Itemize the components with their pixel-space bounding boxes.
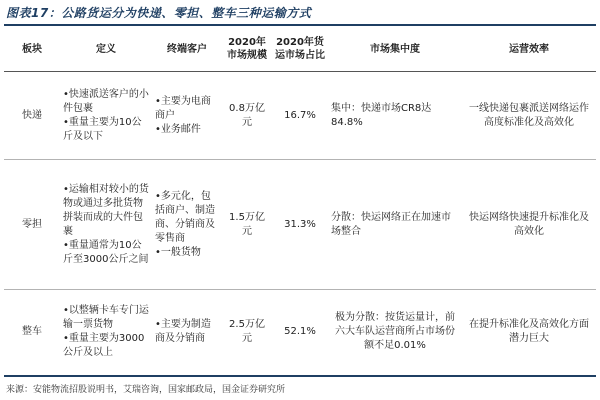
scale-cell: 2.5万亿元	[222, 290, 272, 376]
scale-cell: 0.8万亿元	[222, 72, 272, 160]
segment-cell: 零担	[4, 160, 60, 290]
freight-table	[4, 27, 596, 377]
efficiency-cell: 快运网络快速提升标准化及高效化	[462, 160, 596, 290]
customer-item: • 多元化，包括商户、制造商、分销商及零售商	[155, 190, 219, 246]
header-definition: 定义	[60, 27, 152, 72]
table-row	[4, 290, 596, 376]
customers-cell	[152, 72, 222, 160]
scale-cell: 1.5万亿元	[222, 160, 272, 290]
header-row	[4, 27, 596, 72]
segment-cell: 整车	[4, 290, 60, 376]
share-cell: 16.7%	[272, 72, 328, 160]
header-customers: 终端客户	[152, 27, 222, 72]
definition-item: • 运输相对较小的货物或通过多批货物拼装而成的大件包裹	[63, 183, 149, 239]
header-segment: 板块	[4, 27, 60, 72]
segment-cell: 快递	[4, 72, 60, 160]
source-note: 来源：安能物流招股说明书，艾瑞咨询，国家邮政局，国金证券研究所	[6, 385, 286, 395]
definition-item: • 重量主要为3000公斤及以上	[63, 332, 149, 360]
header-efficiency: 运营效率	[462, 27, 596, 72]
header-scale: 2020年市场规模	[222, 27, 272, 72]
efficiency-cell: 一线快递包裹派送网络运作高度标准化及高效化	[462, 72, 596, 160]
customer-item: • 主要为制造商及分销商	[155, 318, 219, 346]
customer-item: • 主要为电商商户	[155, 95, 219, 123]
concentration-cell: 分散：快运网络正在加速市场整合	[328, 160, 462, 290]
share-cell: 31.3%	[272, 160, 328, 290]
definition-cell	[60, 72, 152, 160]
customers-cell	[152, 290, 222, 376]
header-share: 2020年货运市场占比	[272, 27, 328, 72]
definition-cell	[60, 290, 152, 376]
definition-item: • 重量通常为10公斤至3000公斤之间	[63, 239, 149, 267]
figure-title: 图表17：公路货运分为快递、零担、整车三种运输方式	[6, 6, 312, 20]
customer-item: • 业务邮件	[155, 123, 219, 137]
table-row	[4, 72, 596, 160]
definition-item: • 以整辆卡车专门运输一票货物	[63, 304, 149, 332]
table-row	[4, 160, 596, 290]
definition-item: • 快速派送客户的小件包裹	[63, 88, 149, 116]
definition-cell	[60, 160, 152, 290]
concentration-cell: 集中：快递市场CR8达84.8%	[328, 72, 462, 160]
customer-item: • 一般货物	[155, 246, 219, 260]
top-rule	[4, 24, 596, 26]
concentration-cell: 极为分散：按货运量计，前六大车队运营商所占市场份额不足0.01%	[328, 290, 462, 376]
header-concentration: 市场集中度	[328, 27, 462, 72]
efficiency-cell: 在提升标准化及高效化方面潜力巨大	[462, 290, 596, 376]
share-cell: 52.1%	[272, 290, 328, 376]
definition-item: • 重量主要为10公斤及以下	[63, 116, 149, 144]
customers-cell	[152, 160, 222, 290]
